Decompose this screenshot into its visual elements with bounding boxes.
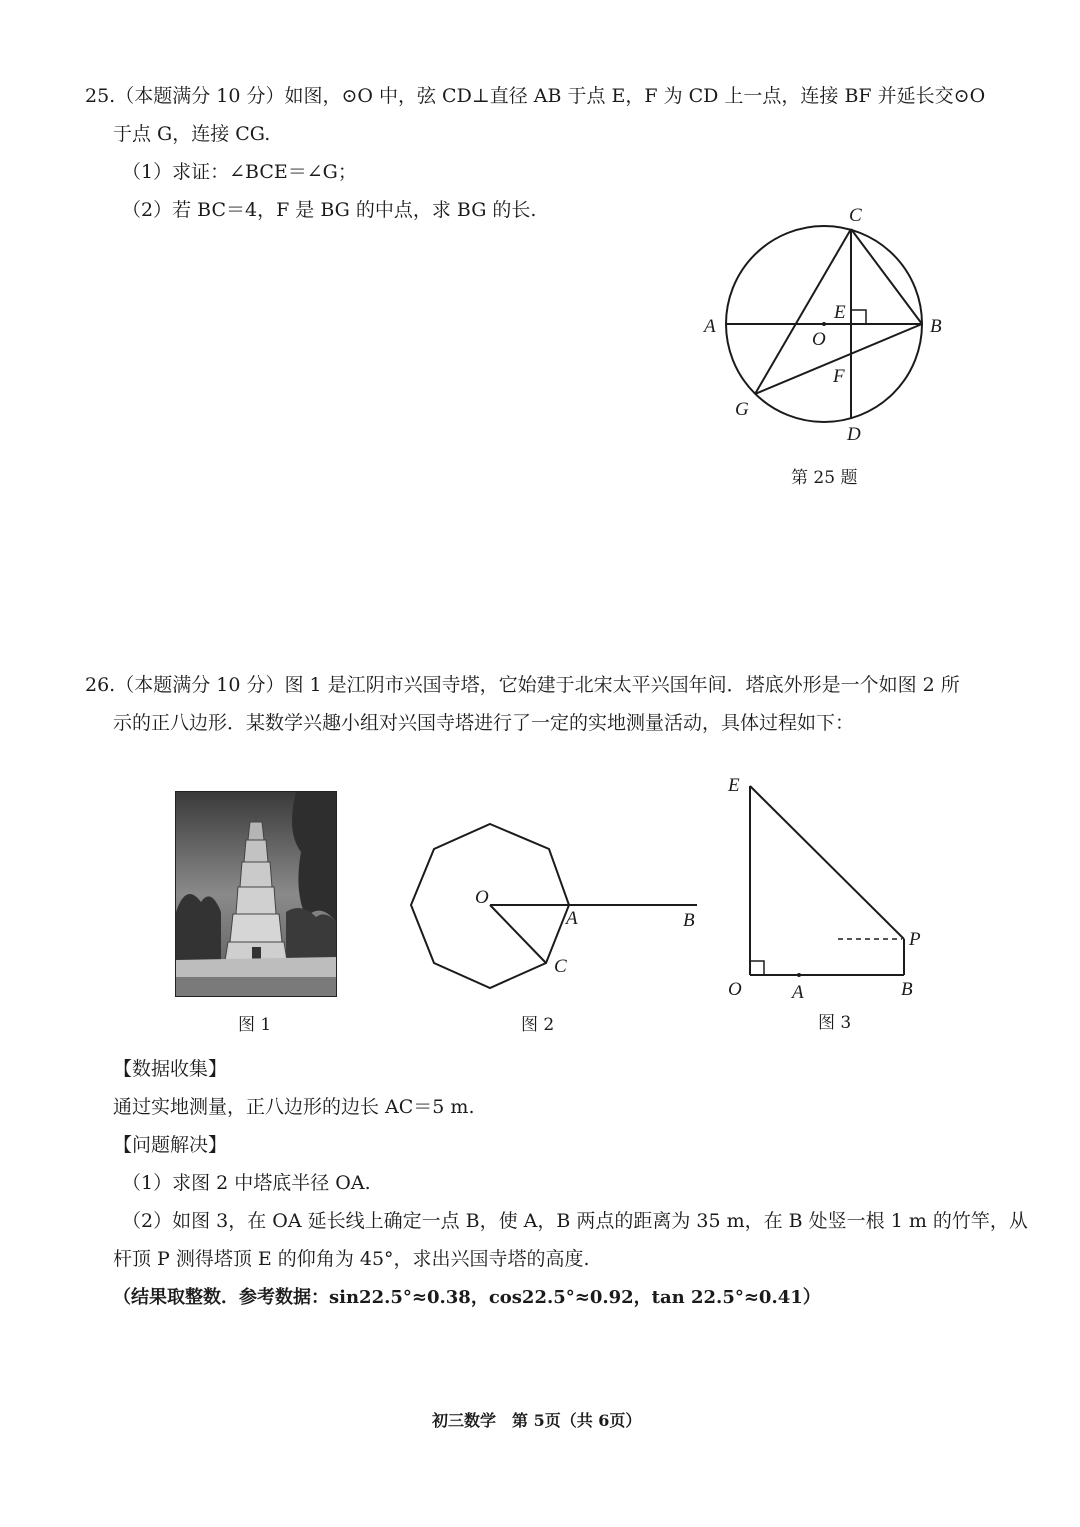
fig2-label-c: C [554, 956, 567, 977]
q26-statement-line1: 26.（本题满分 10 分）图 1 是江阴市兴国寺塔，它始建于北宋太平兴国年间．塔底外形是一个如图 2 所 [85, 674, 960, 696]
fig3-label-b: B [901, 979, 913, 1000]
q26-part1: （1）求图 2 中塔底半径 OA. [122, 1172, 371, 1194]
page-footer: 初三数学 第 5页（共 6页） [432, 1411, 642, 1430]
q25-statement-line2: 于点 G，连接 CG. [113, 123, 271, 145]
segment-oc [490, 905, 546, 963]
data-text: 通过实地测量，正八边形的边长 AC＝5 m. [113, 1096, 475, 1118]
q25-circle-figure [690, 195, 960, 455]
fig2-caption: 图 2 [521, 1015, 555, 1035]
fig3-label-a: A [792, 982, 804, 1003]
fig2-label-a: A [566, 908, 578, 929]
q25-figure-caption: 第 25 题 [791, 468, 858, 488]
q26-part2-line1: （2）如图 3，在 OA 延长线上确定一点 B，使 A，B 两点的距离为 35 m，在 B 处竖一根 1 m 的竹竿，从 [122, 1210, 1028, 1232]
fig3-right-angle-mark [750, 961, 764, 975]
sightline-ep [750, 786, 904, 939]
octagon-figure [400, 815, 710, 1000]
label-o: O [812, 329, 826, 350]
center-point-o [822, 322, 826, 326]
label-c: C [849, 205, 862, 226]
q26-part2-line2: 杆顶 P 测得塔顶 E 的仰角为 45°，求出兴国寺塔的高度. [113, 1248, 590, 1270]
fig3-caption: 图 3 [818, 1013, 852, 1033]
tower-figure [720, 770, 930, 1005]
data-heading: 【数据收集】 [113, 1058, 228, 1080]
pagoda-photo [175, 791, 337, 997]
label-f: F [833, 366, 845, 387]
label-a: A [704, 316, 716, 337]
label-e: E [834, 302, 846, 323]
q25-part2: （2）若 BC＝4，F 是 BG 的中点，求 BG 的长. [122, 199, 537, 221]
point-a [797, 973, 801, 977]
right-angle-mark [851, 310, 866, 324]
label-b: B [930, 316, 942, 337]
label-d: D [847, 424, 861, 445]
fig3-label-e: E [728, 775, 740, 796]
fig3-label-p: P [909, 929, 921, 950]
label-g: G [735, 399, 749, 420]
fig1-caption: 图 1 [238, 1015, 272, 1035]
fig3-label-o: O [728, 979, 742, 1000]
q25-statement-line1: 25.（本题满分 10 分）如图，⊙O 中，弦 CD⊥直径 AB 于点 E，F 为 CD 上一点，连接 BF 并延长交⊙O [85, 85, 986, 107]
reference-note: （结果取整数．参考数据：sin22.5°≈0.38，cos22.5°≈0.92，tan 22.5°≈0.41） [113, 1287, 821, 1308]
pagoda-image [176, 792, 336, 996]
fig2-label-o: O [475, 887, 489, 908]
q25-part1: （1）求证：∠BCE＝∠G； [122, 161, 357, 183]
solve-heading: 【问题解决】 [113, 1134, 228, 1156]
fig2-label-b: B [683, 910, 695, 931]
q26-statement-line2: 示的正八边形．某数学兴趣小组对兴国寺塔进行了一定的实地测量活动，具体过程如下： [113, 712, 855, 734]
